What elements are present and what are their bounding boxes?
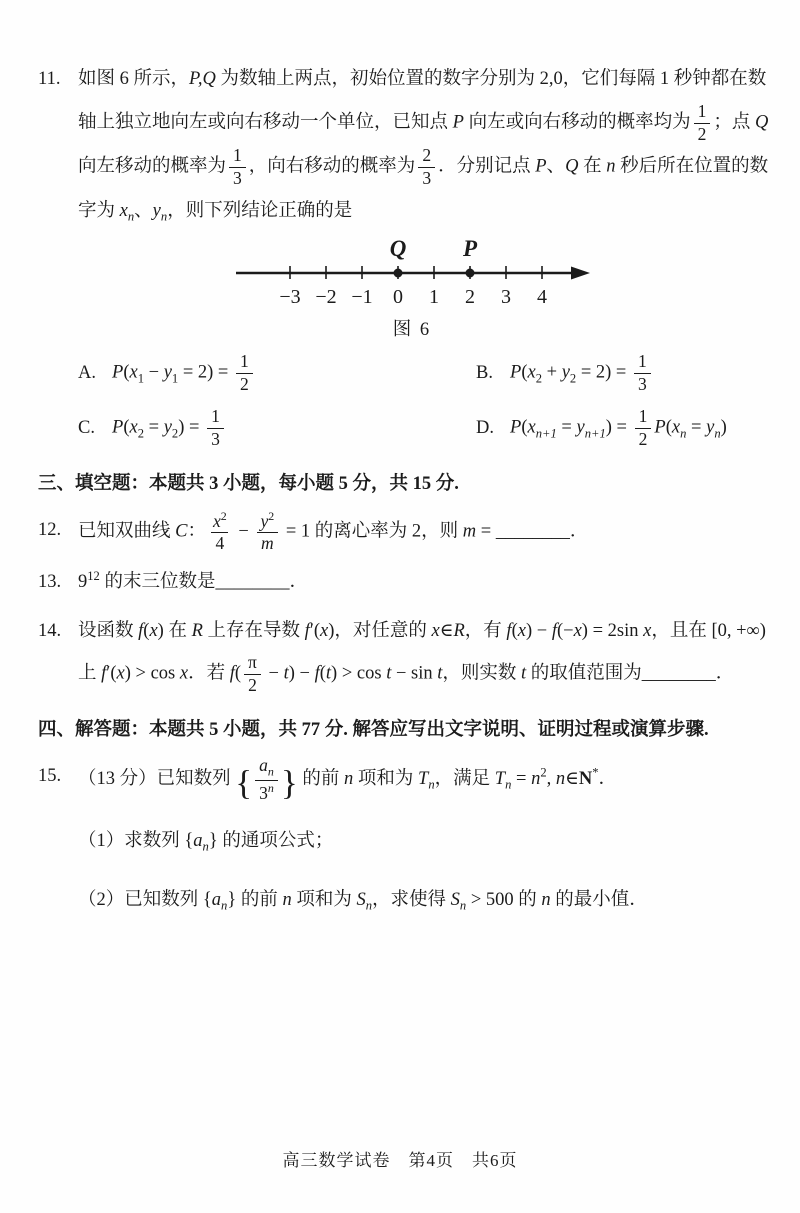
question-11-stem: 如图 6 所示，P,Q 为数轴上两点，初始位置的数字分别为 2,0，它们每隔 1 秒钟都在数轴上独立地向左或向右移动一个单位，已知点 P 向左或向右移动的概率均为 $\frac{1}{2}$ ；点 Q 向左移动的概率为 $\frac{1}{3}$ ，向右移动的概率为 $\frac{2}{3}$ ．分别记点 P、Q 在 n 秒后所在位置的数字为 $x_n$、$y_n$，则下列结论正确的是 xyxy=(78,69,769,225)
point-label: Q xyxy=(389,238,407,261)
option-a-label: A. xyxy=(78,362,96,383)
option-c-formula: $P(x_2 = y_2)$ = $\frac{1}{3}$ xyxy=(112,406,476,451)
option-c-label: C. xyxy=(78,417,95,438)
fraction: $\frac{1}{2}$ xyxy=(635,406,652,451)
option-b-formula: $P(x_2 + y_2 = 2)$ = $\frac{1}{3}$ xyxy=(510,351,774,396)
question-11-number: 11. xyxy=(38,69,61,89)
tick-label: 4 xyxy=(537,285,547,308)
question-15 xyxy=(38,755,774,921)
section-4-heading: 四、解答题：本题共 5 小题，共 77 分. 解答应写出文字说明、证明过程或演算步骤. xyxy=(38,720,709,741)
number-line-figure-svg xyxy=(230,239,602,309)
tick-label: 2 xyxy=(465,285,475,308)
option-b-label: B. xyxy=(476,362,493,383)
option-d-label: D. xyxy=(476,417,494,438)
fraction: $\frac{a_n}{3^n}$ xyxy=(255,755,278,804)
question-13-number: 13. xyxy=(38,572,62,593)
part-2-label: （2） xyxy=(78,890,125,910)
fraction: $\frac{1}{3}$ xyxy=(634,351,651,396)
point-dot xyxy=(394,268,403,277)
question-14-stem: 设函数 f(x) 在 R 上存在导数 f′(x)，对任意的 x∈R，有 f(x) − f(−x) = 2sin x，且在 [0, +∞) 上 f′(x) > cos x．若 f( $\frac{\pi}{2}$ − t) − f(t) > cos t − sin t，则实数 t 的取值范围为________． xyxy=(78,620,766,696)
tick-label: 1 xyxy=(429,285,439,308)
fraction: $\frac{x^2}{4}$ xyxy=(213,508,227,554)
option-d xyxy=(476,406,774,451)
tick-label: 0 xyxy=(393,285,403,308)
axis-arrowhead xyxy=(571,266,590,279)
tick-label: 3 xyxy=(501,285,511,308)
part-1-label: （1） xyxy=(78,831,125,852)
question-14-number: 14. xyxy=(38,620,62,641)
fraction: $\frac{\pi}{2}$ xyxy=(244,652,261,697)
option-a-formula: $P(x_1 - y_1 = 2)$ = $\frac{1}{2}$ xyxy=(112,351,476,396)
option-a xyxy=(78,351,476,396)
question-15-stem: （13 分）已知数列 { $\frac{a_n}{3^n}$ } 的前 n 项和为 $T_n$，满足 $T_n = n^2$, n∈N*． xyxy=(78,755,617,803)
point-label: P xyxy=(462,238,478,261)
page-footer: 高三数学试卷 第4页 共6页 xyxy=(282,1151,518,1170)
question-11 xyxy=(38,58,774,233)
question-12 xyxy=(38,509,774,556)
fraction: $\frac{1}{2}$ xyxy=(694,101,711,146)
tick-label: −3 xyxy=(279,285,301,308)
question-12-stem: 已知双曲线 C： $\frac{x^2}{4}$ − $\frac{y^2}{m}$ = 1 的离心率为 2，则 m = ________． xyxy=(78,508,589,554)
question-11-options xyxy=(78,351,774,451)
question-14 xyxy=(38,610,774,697)
question-15-body xyxy=(78,755,774,921)
question-13-stem: $9^{12}$ 的末三位数是________． xyxy=(78,569,308,593)
option-c xyxy=(78,406,476,451)
fraction: $\frac{1}{3}$ xyxy=(207,406,224,451)
fraction: $\frac{1}{3}$ xyxy=(229,145,246,190)
fraction: $\frac{1}{2}$ xyxy=(236,351,253,396)
number-line-figure xyxy=(230,239,602,309)
question-12-number: 12. xyxy=(38,519,62,540)
tick-label: −2 xyxy=(315,285,337,308)
fraction: $\frac{y^2}{m}$ xyxy=(256,509,278,556)
point-dot xyxy=(466,268,475,277)
part-1-content: 求数列 $\{a_n\}$ 的通项公式； xyxy=(124,831,334,855)
part-2-content: 已知数列 $\{a_n\}$ 的前 n 项和为 $S_n$，求使得 $S_n > 500$ 的 n 的最小值． xyxy=(124,890,648,913)
fraction: $\frac{2}{3}$ xyxy=(418,145,435,190)
section-3-heading: 三、填空题：本题共 3 小题，每小题 5 分，共 15 分. xyxy=(38,473,459,494)
tick-label: −1 xyxy=(351,285,373,308)
figure-caption: 图 6 xyxy=(392,319,432,340)
question-13 xyxy=(38,561,774,604)
question-15-part-1 xyxy=(78,820,774,863)
question-15-part-2 xyxy=(78,879,774,922)
option-b xyxy=(476,351,774,396)
question-15-number: 15. xyxy=(38,766,62,787)
option-d-formula: $P(x_{n+1} = y_{n+1})$ = $\frac{1}{2}$ $P(x_n = y_n)$ xyxy=(510,405,727,449)
